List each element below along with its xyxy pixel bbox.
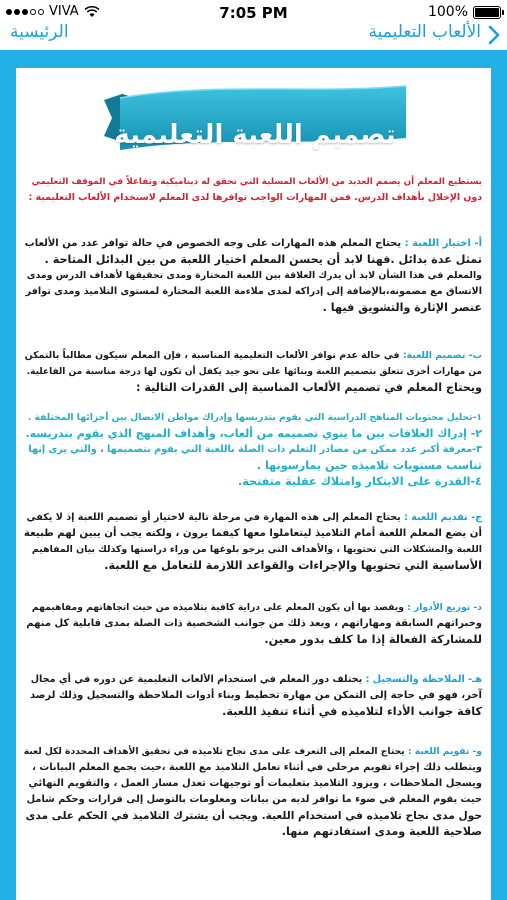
section-distribute-roles [24,600,482,648]
abilities-list [24,410,482,490]
section-text: يختلف دور المعلم في استخدام الألعاب التعليمية عن دوره في أي مجال [30,674,363,685]
content-frame [0,50,507,900]
section-evaluate-game [24,744,482,840]
section-text: يحتاج المعلم هذه المهارات على وجه الخصوص في حالة توافر عدد من الألعاب [24,238,402,249]
list-item: تناسب مستويات تلاميذه حين يمارسونها . [256,459,482,472]
navigation-bar [0,22,507,50]
battery-icon [473,6,501,19]
section-line: حول مدى نجاح تلاميذه في استخدام اللعبة. ويجب أن يشترك التلاميذ في الحكم على مدى [25,810,482,822]
list-item: ٤-القدرة على الابتكار وامتلاك عقلية متفتحة. [237,475,482,488]
section-first-line [24,744,482,760]
article-page[interactable] [16,68,491,900]
intro-paragraph [24,174,482,206]
section-line: من مهارات أخرى تتعلق بتصميم اللعبة وبنائها على نحو جيد يكفل أن تكون لها درجة مناسبة من الفاعلية. [26,367,482,377]
section-line: الأساسية التي تحتويها والإجراءات والقواعد اللازمة للتعامل مع اللعبة. [104,559,482,572]
section-line: ويحتاج المعلم في تصميم الألعاب المناسبة إلى القدرات التالية : [135,381,482,394]
section-first-line [24,348,482,364]
carrier-name: VIVA [49,4,79,19]
intro-line: يستطيع المعلم أن يصمم العديد من الألعاب المسلية التي تحقق له ديناميكية وتفاعلاً في الموقف التعليمي [31,177,482,187]
list-item: ٣-معرفة أكبر عدد ممكن من مصادر التعلم ذات الصلة باللعبة التي يقوم بتصميمها ، والتي يرى إنها [28,444,482,455]
section-line: أن يضع المعلم اللعبة أمام التلاميذ ليتعاملوا معها كيفما يرون ، ولكنه يجب أن يبين لهم طبيعة [23,528,482,539]
section-heading: و- تقويم اللعبة : [407,746,482,757]
section-heading: ب- تصميم اللعبة: [402,350,482,361]
status-right [428,4,501,20]
status-time: 7:05 PM [219,4,288,22]
section-heading: د- توزيع الأدوار : [407,602,482,613]
list-item: ١-تحليل محتويات المناهج الدراسية التي يقوم بتدريسها وإدراك مواطن الاتصال بين أجزائها المختلفة . [27,412,482,423]
section-line: والمعلم في هذا الشأن لابد أن يدرك العلاقة بين اللعبة المختارة ومدى تحقيقها لأهداف الدرس ومدى [26,270,482,281]
section-heading: هـ- الملاحظة والتسجيل : [365,674,482,685]
section-line: حيث يقوم المعلم في ضوء ما توافر لديه من بيانات ومعلومات بالتوصل إلى قرارات وحكم شامل [26,794,482,805]
section-line: عنصر الإثارة والتشويق فيها . [322,301,482,314]
back-button[interactable]: الألعاب التعليمية [368,22,481,42]
chevron-right-icon[interactable] [487,24,501,46]
section-line: تمثل عدة بدائل .فهنا لابد أن يحسن المعلم اختيار اللعبة من بين البدائل المتاحة . [44,253,482,266]
section-heading: أ- اختيار اللعبة : [404,238,482,249]
home-button[interactable]: الرئيسية [10,22,69,42]
section-line: ويتطلب ذلك إجراء تقويم مرحلي في أثناء تعامل التلاميذ مع اللعبة ،حيث يجمع المعلم البيانات ، [32,762,482,773]
section-first-line [24,672,482,688]
section-first-line [24,236,482,252]
section-observation [24,672,482,720]
section-first-line [24,510,482,526]
section-line: ويسجل الملاحظات ، ويزود التلاميذ بتعليمات أو توجيهات تعدل مسار العمل ، والتقويم النهائي [28,778,482,789]
section-line: آخر، فهو في حاجة إلى التمكن من مهارة تخطيط وبناء أدوات الملاحظة والتسجيل وذلك لرصد [29,690,482,701]
section-choose-game [24,236,482,316]
list-item: ٢- إدراك العلاقات بين ما ينوي تصميمه من ألعاب، وأهداف المنهج الذي يقوم بتدريسه. [25,427,482,440]
section-line: كافة جوانب الأداء لتلاميذه في أثناء تنفيذ اللعبة. [222,705,482,718]
battery-percent: 100% [427,4,468,20]
section-line: الاتساق مع مضمونه،بالإضافة إلى إدراكه لمدى ملاءمة اللعبة المختارة لمستوى التلاميذ ومدى توافر [25,286,482,297]
section-text: ويقصد بها أن يكون المعلم على دراية كافية بتلاميذه من حيث اتجاهاتهم ومفاهيمهم [31,602,404,613]
section-text: يحتاج المعلم إلى التعرف على مدى نجاح تلاميذه في تحقيق الأهداف المحددة لكل لعبة [23,746,405,757]
section-text: في حالة عدم توافر الألعاب التعليمية المناسبة ، فإن المعلم سيكون مطالباً بالتمكن [24,350,400,361]
page-title: تصميم اللعبة التعليمية [114,120,396,150]
section-first-line [24,600,482,616]
section-heading: ج- تقديم اللعبة : [404,512,482,523]
section-line: صلاحية اللعبة ومدى استفادتهم منها. [281,825,482,838]
section-present-game [24,510,482,574]
section-line: للمشاركة الفعالة إذا ما كلف بدور معين. [264,633,482,646]
section-line: اللعبة والمشكلات التي تحتويها ، والأهداف التي يرجو بلوغها من وراء دراستها وكذلك بيان المفاهيم [31,544,482,555]
section-design-game [24,348,482,396]
intro-line: دون الإخلال بأهداف الدرس. فمن المهارات الواجب توافرها لدى المعلم لاستخدام الألعاب التعليمية : [28,192,482,203]
section-line: وخبراتهم السابقة ومهاراتهم ، ويعد ذلك من جوانب الشخصية ذات الصلة بمدى قابلية كل منهم [26,618,482,629]
section-text: يحتاج المعلم إلى هذه المهارة في مرحلة تالية لاختيار أو تصميم اللعبة إذ لا يكفي [26,512,401,523]
